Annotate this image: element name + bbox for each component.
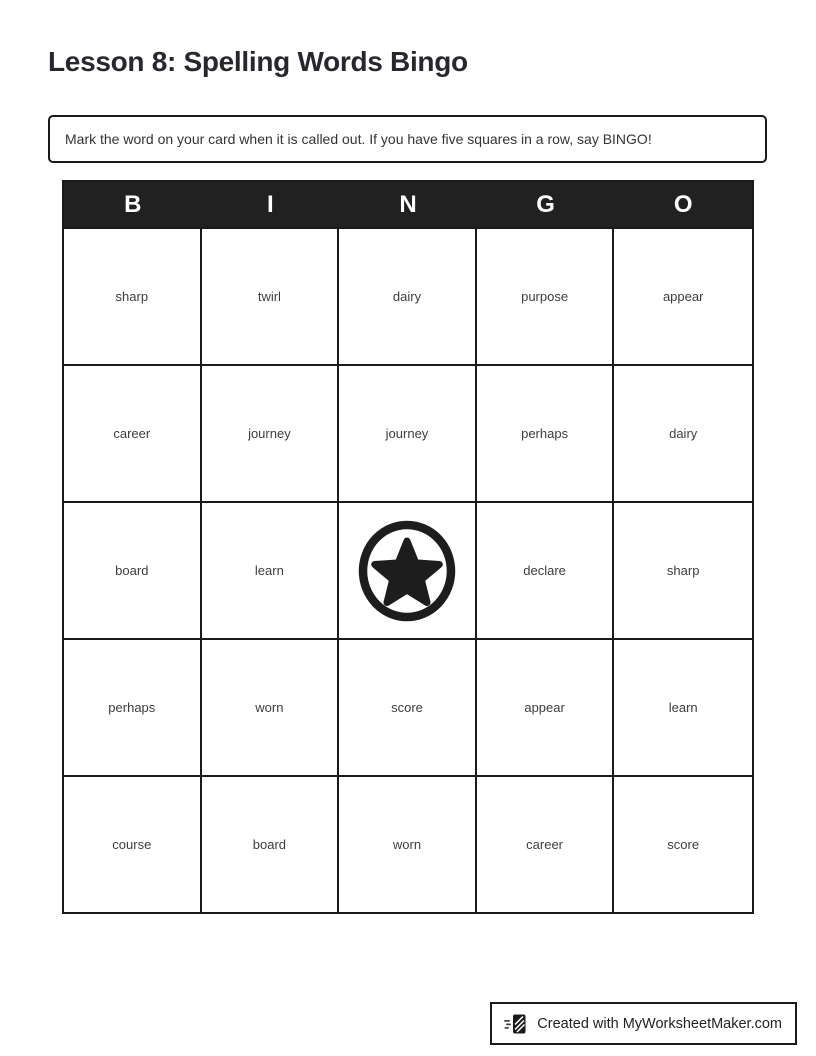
instruction-text: Mark the word on your card when it is called out. If you have five squares in a row, say BINGO! — [65, 131, 652, 147]
bingo-cell-r3c2[interactable]: learn — [202, 501, 340, 638]
bingo-cell-r5c1[interactable]: course — [64, 775, 202, 912]
bingo-cell-r1c1[interactable]: sharp — [64, 227, 202, 364]
bingo-free-cell[interactable] — [339, 501, 477, 638]
bingo-cell-r3c5[interactable]: sharp — [614, 501, 752, 638]
bingo-header-row — [64, 182, 752, 227]
bingo-cell-r1c4[interactable]: purpose — [477, 227, 615, 364]
bingo-cell-r5c4[interactable]: career — [477, 775, 615, 912]
bingo-cell-r4c4[interactable]: appear — [477, 638, 615, 775]
bingo-cell-r5c5[interactable]: score — [614, 775, 752, 912]
bingo-card — [62, 180, 754, 914]
bingo-body — [64, 227, 752, 912]
bingo-cell-r3c1[interactable]: board — [64, 501, 202, 638]
bingo-cell-r1c2[interactable]: twirl — [202, 227, 340, 364]
bingo-header-b: B — [124, 190, 142, 218]
bingo-cell-r2c4[interactable]: perhaps — [477, 364, 615, 501]
bingo-cell-r4c2[interactable]: worn — [202, 638, 340, 775]
worksheet-maker-logo-icon — [503, 1011, 529, 1037]
bingo-cell-r2c2[interactable]: journey — [202, 364, 340, 501]
credit-text: Created with MyWorksheetMaker.com — [537, 1015, 782, 1032]
bingo-cell-r4c1[interactable]: perhaps — [64, 638, 202, 775]
bingo-cell-r1c5[interactable]: appear — [614, 227, 752, 364]
bingo-cell-r2c3[interactable]: journey — [339, 364, 477, 501]
credit-badge — [490, 1002, 797, 1045]
star-in-circle-icon — [357, 520, 457, 622]
page-title: Lesson 8: Spelling Words Bingo — [48, 46, 468, 77]
bingo-cell-r5c2[interactable]: board — [202, 775, 340, 912]
bingo-cell-r5c3[interactable]: worn — [339, 775, 477, 912]
bingo-header-i: I — [267, 190, 274, 218]
instruction-box — [48, 115, 767, 163]
bingo-header-o: O — [673, 190, 693, 218]
bingo-cell-r4c3[interactable]: score — [339, 638, 477, 775]
bingo-cell-r1c3[interactable]: dairy — [339, 227, 477, 364]
bingo-header-g: G — [536, 190, 555, 218]
bingo-cell-r2c5[interactable]: dairy — [614, 364, 752, 501]
bingo-cell-r4c5[interactable]: learn — [614, 638, 752, 775]
bingo-cell-r3c4[interactable]: declare — [477, 501, 615, 638]
bingo-header-n: N — [399, 190, 417, 218]
bingo-cell-r2c1[interactable]: career — [64, 364, 202, 501]
